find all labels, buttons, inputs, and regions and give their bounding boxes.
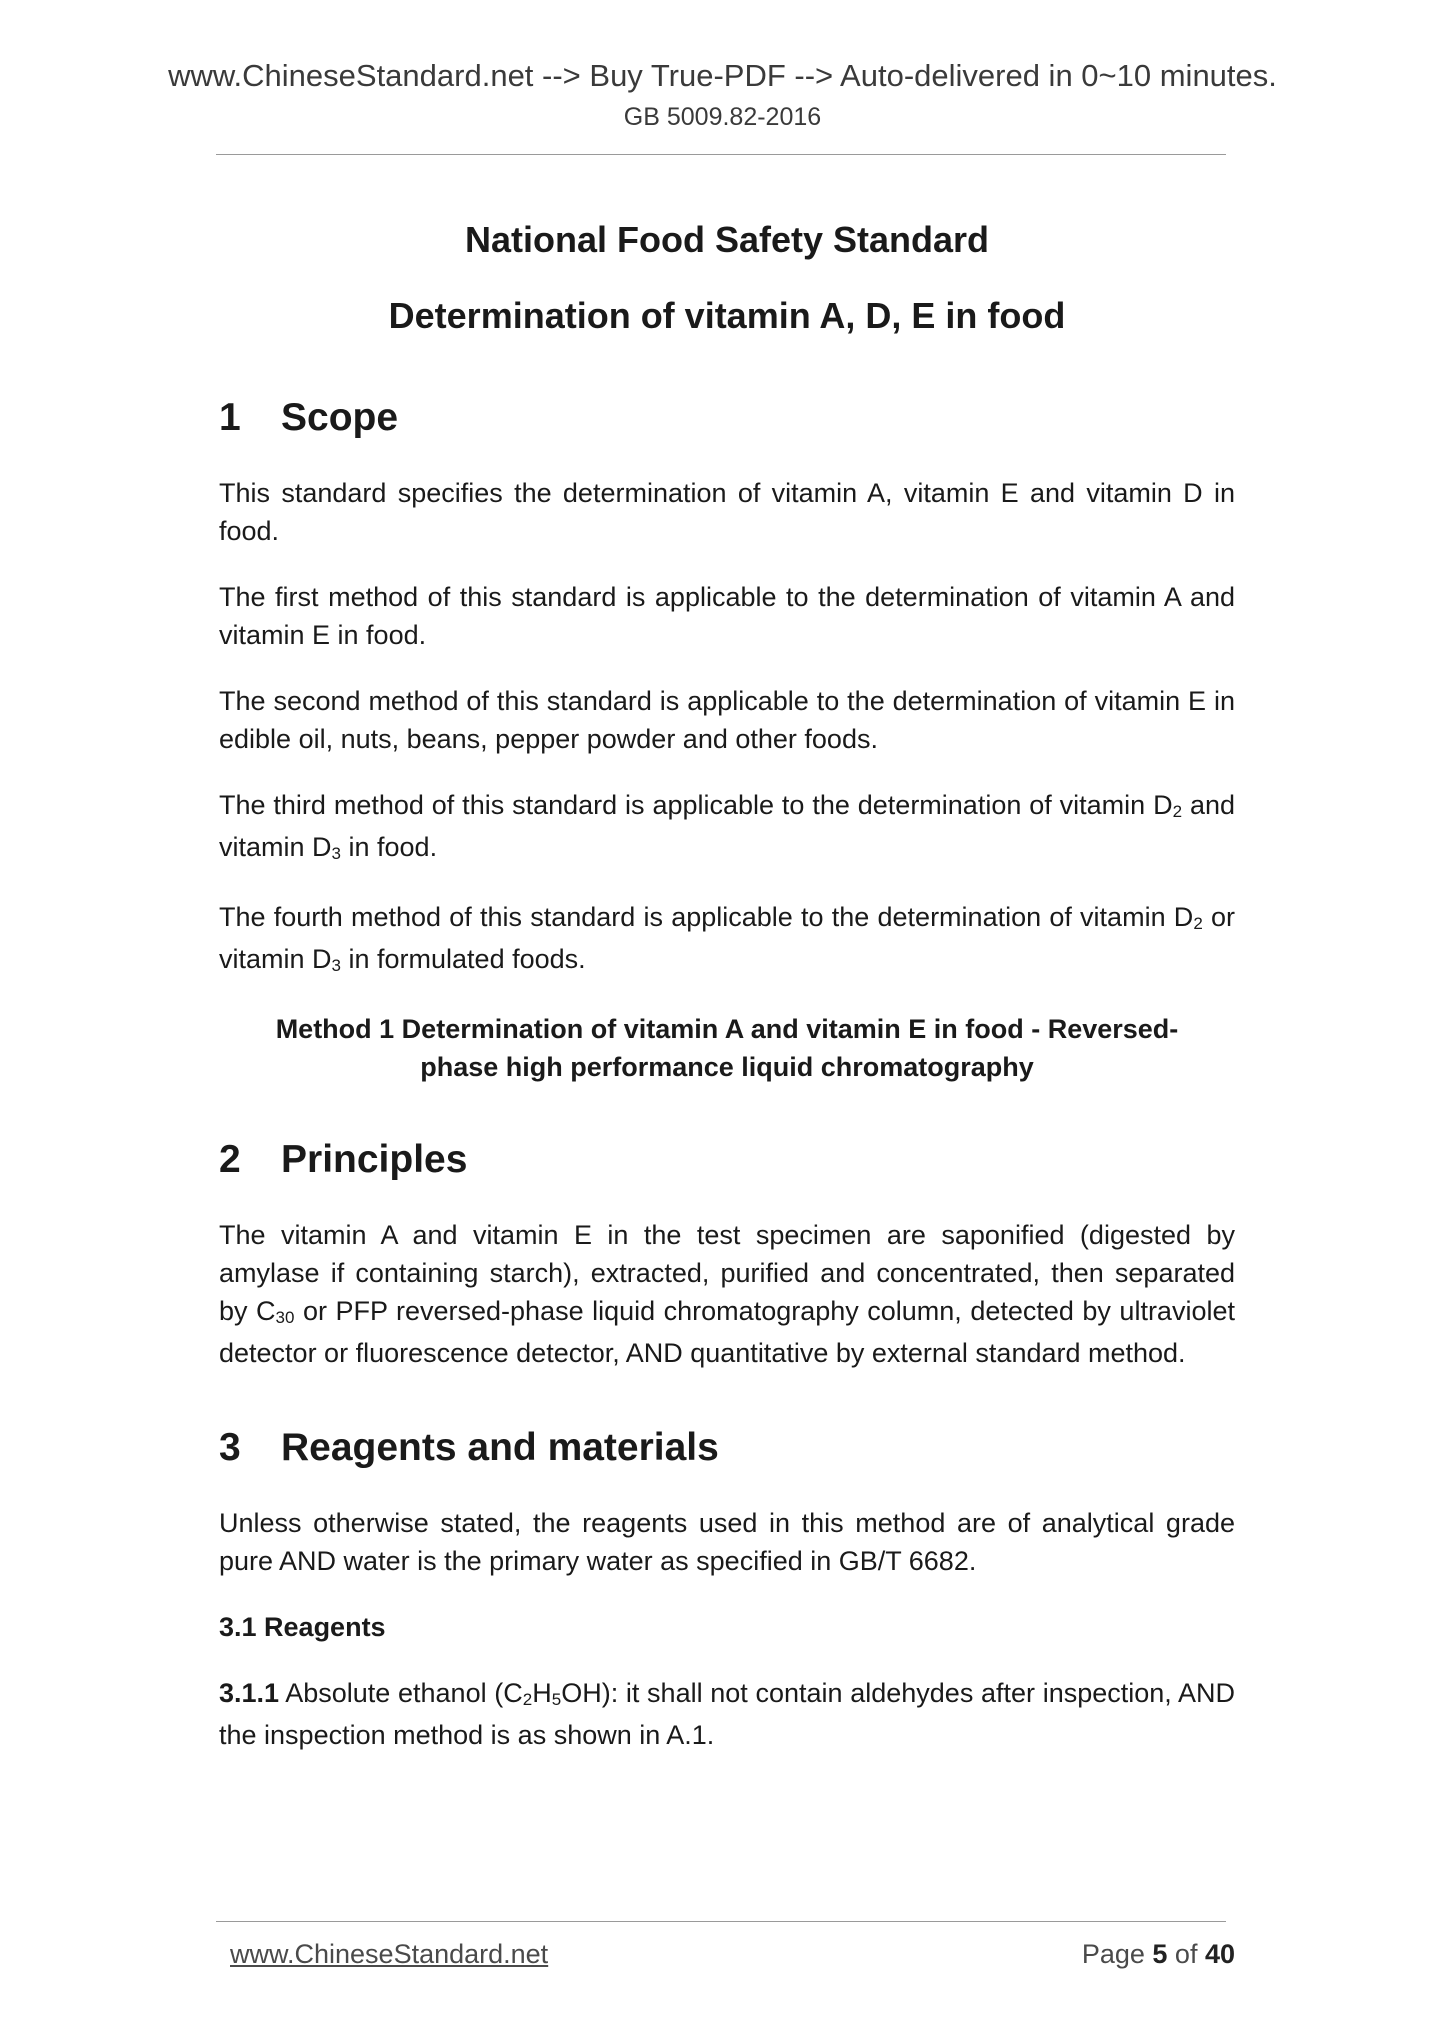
- section-3-heading: [219, 1424, 1235, 1472]
- document-body: [219, 210, 1235, 1754]
- principles-paragraph: The vitamin A and vitamin E in the test specimen are saponified (digested by amylase if containing starch), extracted, purified and concentrated, then separated by $C_{30}$ or PFP reversed-phase liquid chromatography column, detected by ultraviolet detector or fluorescence detector, AND quantitative by external standard method.: [219, 1220, 1235, 1368]
- subsection-3-1-heading: 3.1 Reagents: [219, 1612, 386, 1642]
- scope-paragraph-4: The third method of this standard is applicable to the determination of vitamin $D_2$ and vitamin $D_3$ in food.: [219, 790, 1235, 863]
- section-title: Scope: [281, 396, 399, 439]
- footer-link[interactable]: www.ChineseStandard.net: [230, 1939, 549, 1969]
- scope-paragraph-2: The first method of this standard is applicable to the determination of vitamin A and vitamin E in food.: [219, 582, 1235, 650]
- scope-paragraph-3: The second method of this standard is applicable to the determination of vitamin E in edible oil, nuts, beans, pepper powder and other foods.: [219, 686, 1235, 754]
- section-1-heading: [219, 394, 1235, 442]
- scope-paragraph-5: The fourth method of this standard is applicable to the determination of vitamin $D_2$ or vitamin $D_3$ in formulated foods.: [219, 902, 1236, 975]
- scope-paragraph-1: This standard specifies the determination of vitamin A, vitamin E and vitamin D in food.: [219, 478, 1235, 546]
- page-header: [0, 56, 1445, 134]
- page-number: Page 5 of 40: [1081, 1939, 1235, 1969]
- section-title: Reagents and materials: [281, 1426, 719, 1469]
- reagent-item-3-1-1: 3.1.1 Absolute ethanol $(C_2H_5OH)$: it shall not contain aldehydes after inspection, AND the inspection method is as shown in A.1.: [219, 1678, 1235, 1750]
- section-number: 3: [219, 1426, 241, 1469]
- section-number: 1: [219, 396, 241, 439]
- page-footer: [230, 1936, 1235, 1972]
- section-number: 2: [219, 1138, 241, 1181]
- reagents-paragraph: Unless otherwise stated, the reagents used in this method are of analytical grade pure AND water is the primary water as specified in GB/T 6682.: [219, 1508, 1235, 1576]
- header-banner[interactable]: www.ChineseStandard.net --> Buy True-PDF --> Auto-delivered in 0~10 minutes.: [168, 58, 1277, 93]
- footer-divider: [216, 1921, 1226, 1922]
- document-title: National Food Safety Standard: [464, 219, 990, 260]
- section-2-heading: [219, 1136, 1235, 1184]
- method-1-title: Method 1 Determination of vitamin A and vitamin E in food - Reversed- phase high performance liquid chromatography: [275, 1014, 1179, 1082]
- header-divider: [216, 154, 1226, 155]
- section-title: Principles: [281, 1138, 468, 1181]
- standard-code: GB 5009.82-2016: [623, 103, 822, 131]
- document-subtitle: Determination of vitamin A, D, E in food: [388, 295, 1066, 336]
